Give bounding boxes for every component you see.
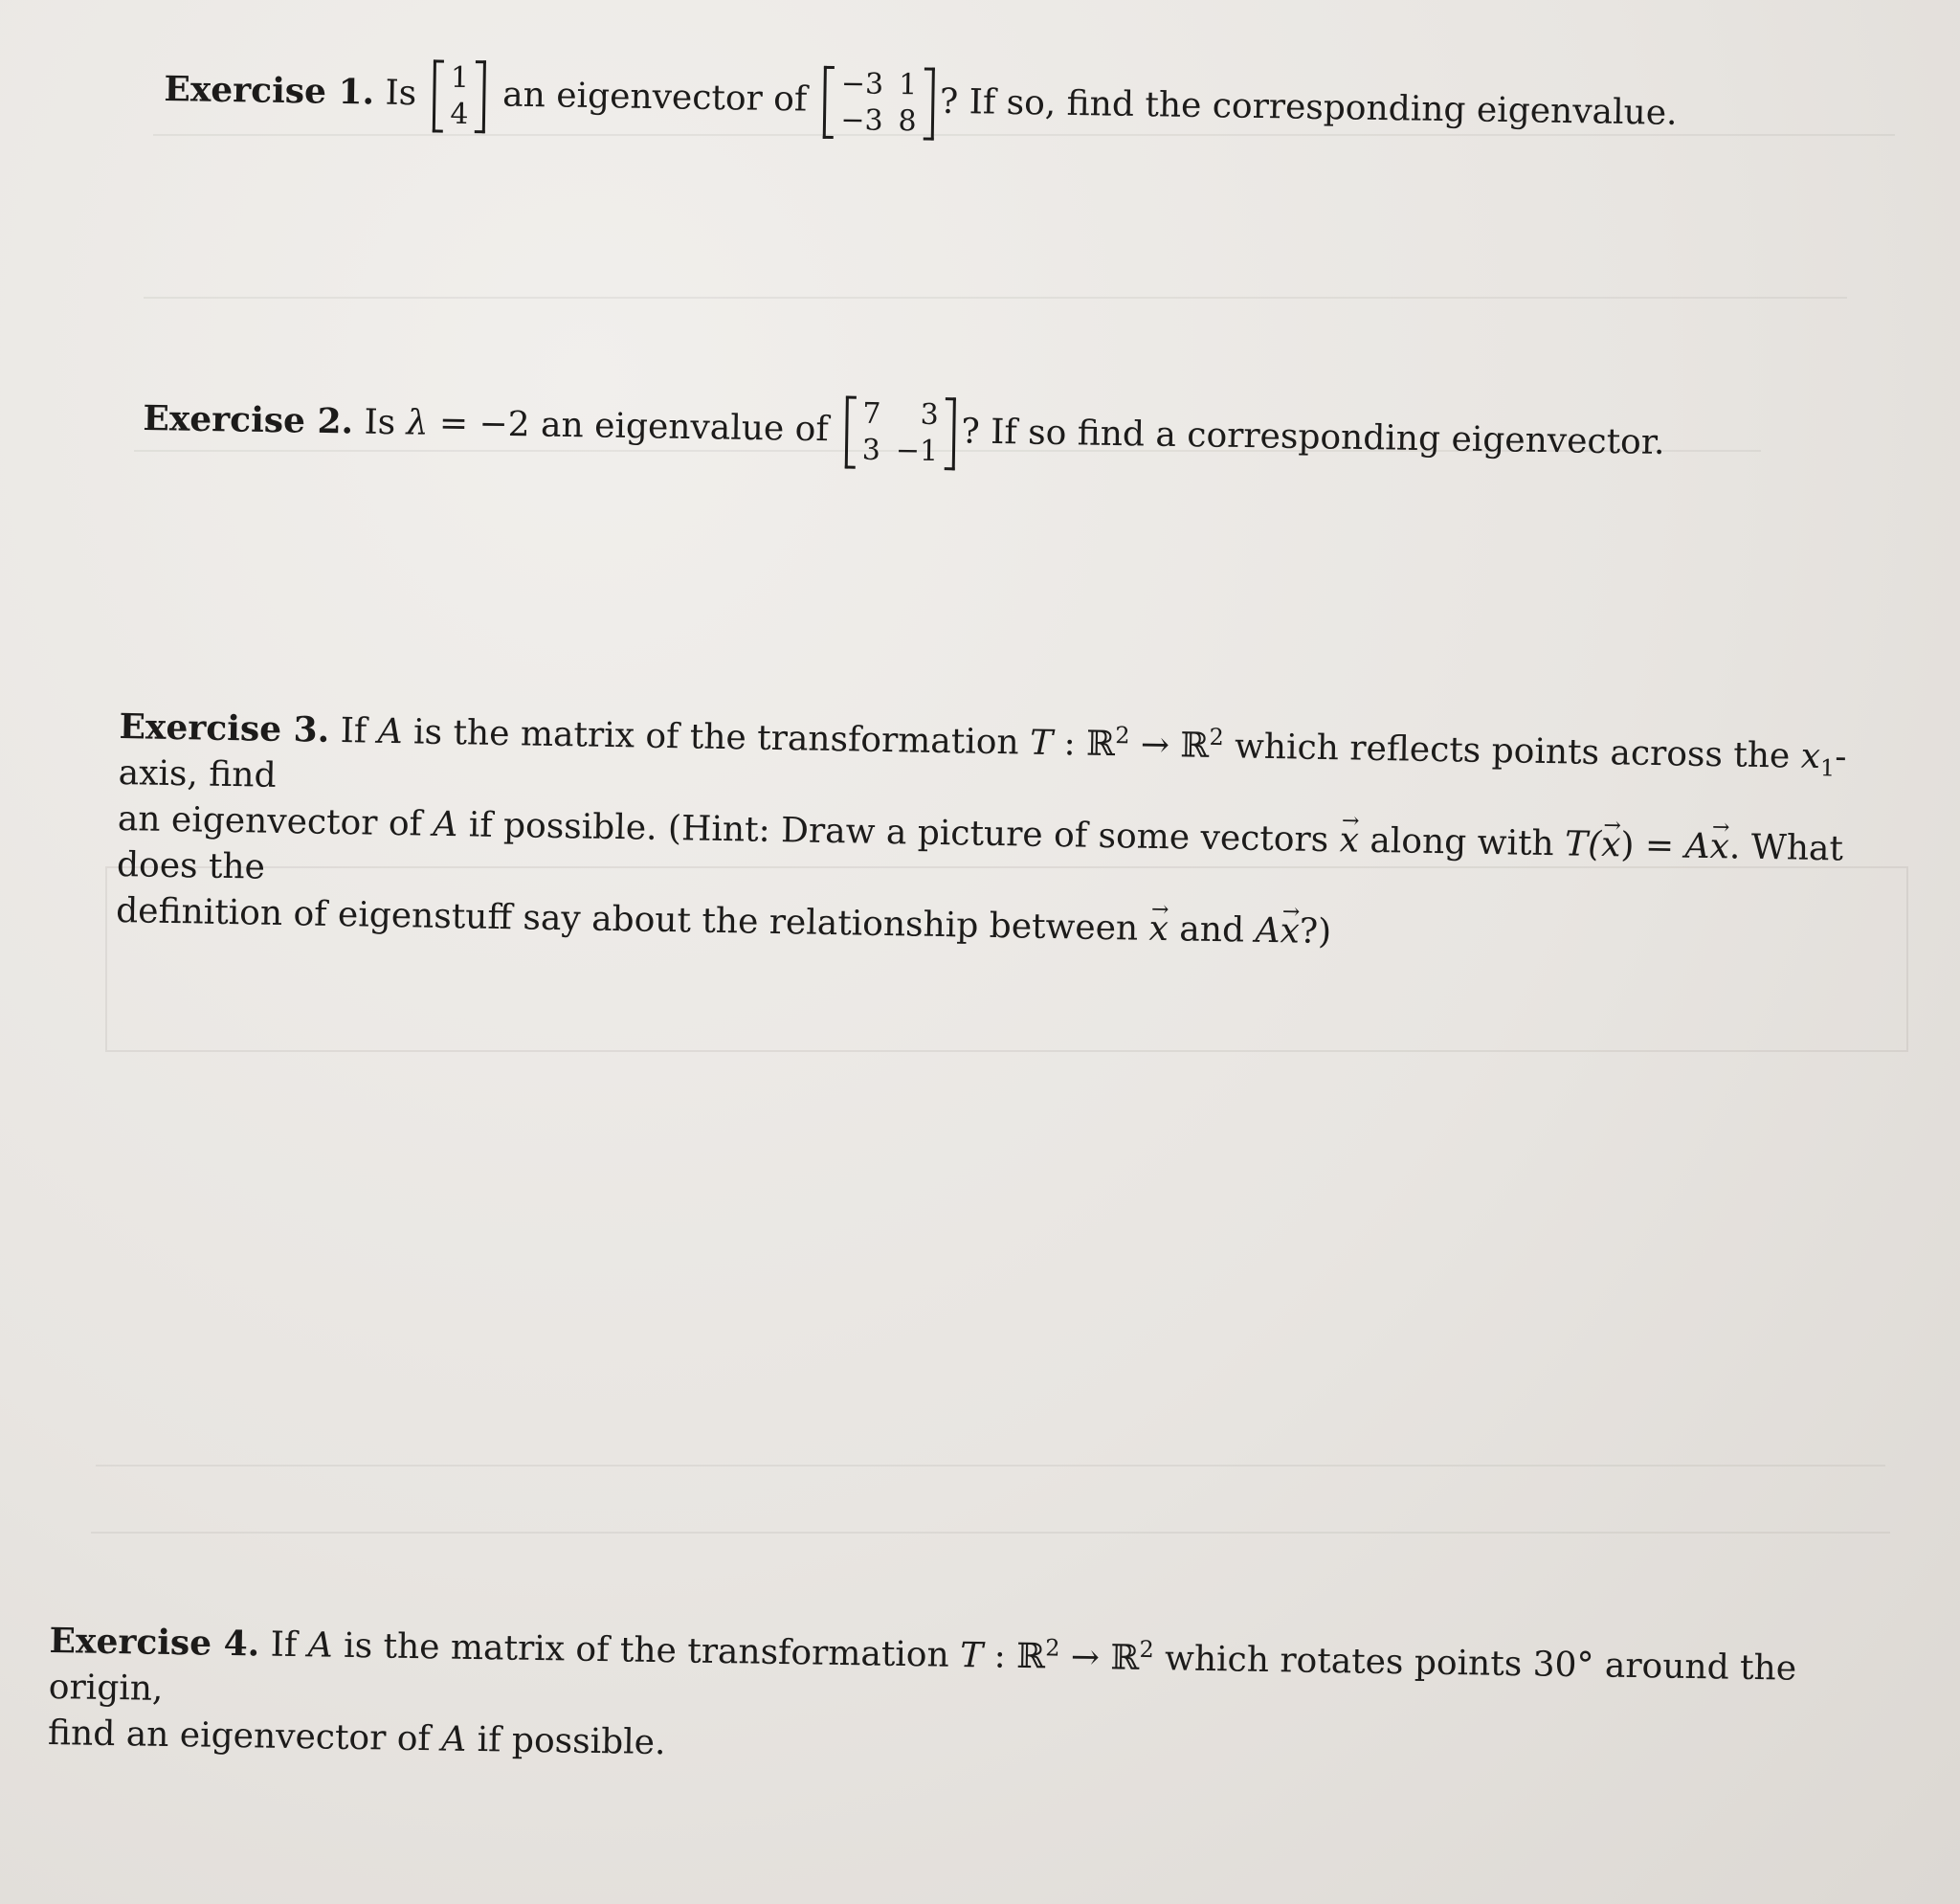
matrix [823,66,935,141]
variable: x [1800,736,1821,777]
subscript: 1 [1819,754,1836,782]
exercise-text: Is [364,402,396,443]
exercise-text: If [270,1624,298,1666]
transformation-symbol: T [1029,723,1054,764]
transformation-symbol: T [959,1635,984,1676]
matrix-entry: −1 [895,434,939,469]
matrix-symbol: A [440,1719,467,1759]
exponent: 2 [1139,1635,1155,1664]
exercise-label: Exercise 3. [119,706,330,750]
exercise-text: and [1179,909,1245,951]
exercise-3 [116,704,1900,965]
matrix-entry: −3 [840,67,884,101]
exercise-text: -axis, find [118,737,1847,795]
matrix-symbol: A [1255,910,1281,952]
exercise-text: ? If so, find the corresponding eigenvalue. [939,81,1678,133]
vector-x: x → [1339,818,1359,863]
matrix-entry: 3 [861,433,881,468]
matrix-entry: −3 [840,103,883,138]
matrix-entry: 7 [862,396,881,432]
exercise-text: ? If so find a corresponding eigenvector. [961,412,1665,462]
vector-entry: 1 [450,60,470,95]
matrix-entry: 1 [898,68,918,102]
exponent: 2 [1114,722,1130,750]
exercise-text: ) = [1620,825,1675,866]
matrix-symbol: A [432,804,458,845]
lambda-symbol: λ [406,403,429,443]
exercise-label: Exercise 1. [164,68,375,113]
bleed-through-line [96,1465,1885,1467]
matrix-symbol: A [1684,826,1710,867]
exercise-text: = −2 an eigenvalue of [438,403,830,450]
exercise-text: is the matrix of the transformation [412,712,1020,763]
exercise-text: Is [385,73,417,114]
exercise-text: . What does the [116,827,1844,887]
transformation-call: T( [1564,824,1602,865]
exercise-2 [143,385,1665,482]
matrix [845,396,957,471]
mapping-codomain: → ℝ [1070,1637,1140,1678]
exercise-text: if possible. [477,1720,666,1763]
bleed-through-line [91,1532,1890,1534]
exercise-text: definition of eigenstuff say about the relationship between [115,890,1139,949]
vector-x: x → [1709,824,1729,870]
mapping-domain: : ℝ [993,1636,1046,1677]
mapping-codomain: → ℝ [1140,725,1210,766]
exponent: 2 [1209,723,1224,751]
vector-x: x → [1148,907,1169,952]
matrix-symbol: A [377,711,403,752]
exercise-label: Exercise 4. [49,1620,260,1665]
exercise-text: If [340,711,368,751]
mapping-domain: : ℝ [1063,724,1116,765]
exercise-text: which rotates points 30° around the origin, [48,1639,1797,1709]
matrix-entry: 8 [898,104,917,139]
exercise-text: if possible. (Hint: Draw a picture of some vectors [468,805,1329,861]
exercise-text: find an eigenvector of [47,1713,432,1759]
exercise-text: an eigenvector of [501,75,808,120]
exercise-label: Exercise 2. [143,397,354,442]
exercise-text: an eigenvector of [117,798,423,844]
bleed-through-line [144,297,1847,299]
vector-x: x → [1280,908,1300,954]
exercise-text: along with [1370,820,1555,864]
vector-x: x → [1601,822,1621,868]
exercise-text: is the matrix of the transformation [343,1625,950,1675]
column-vector [433,59,486,133]
exercise-text: which reflects points across the [1234,727,1791,776]
exercise-4 [48,1618,1887,1785]
matrix-entry: 3 [920,397,940,433]
matrix-symbol: A [307,1625,334,1666]
exercise-1 [164,56,1678,152]
exponent: 2 [1045,1634,1060,1662]
exercise-text: ?) [1299,911,1332,952]
vector-entry: 4 [450,97,469,131]
